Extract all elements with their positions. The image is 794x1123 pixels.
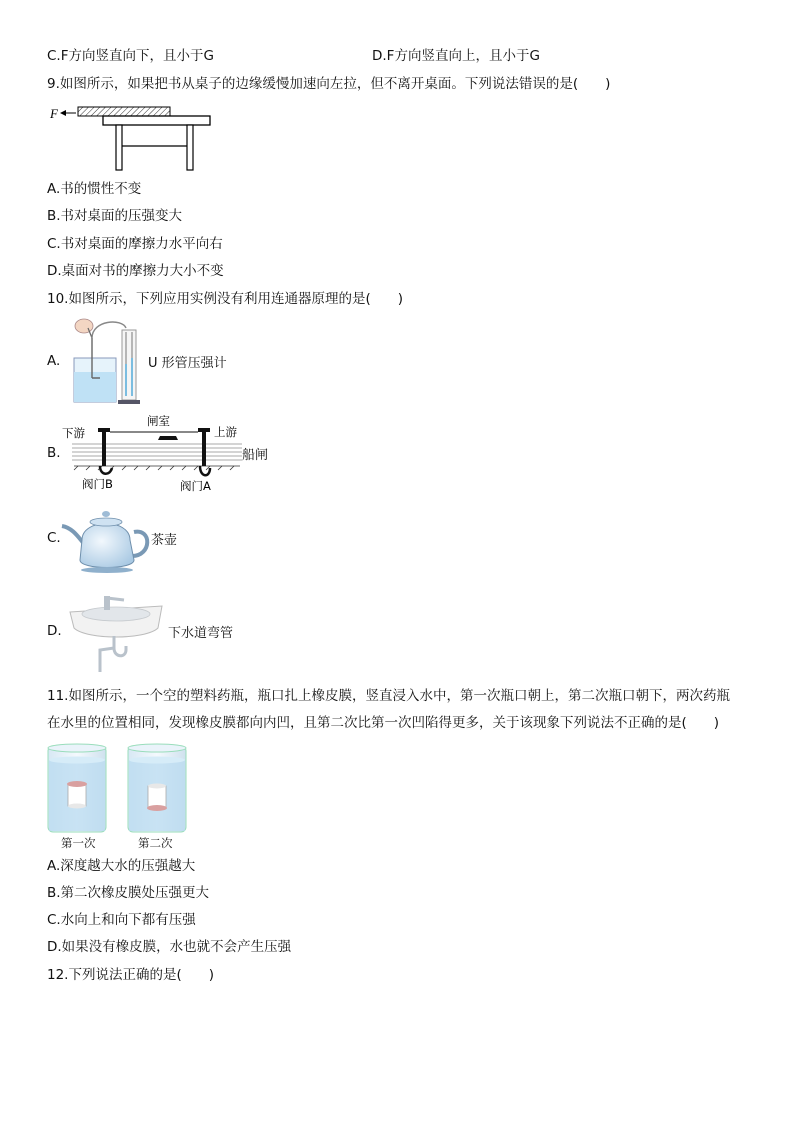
teapot-figure <box>60 500 150 576</box>
caption-first-time: 第一次 <box>61 836 96 850</box>
q9-option-d: D.桌面对书的摩擦力大小不变 <box>47 263 224 279</box>
q8-option-c: C.F方向竖直向下，且小于G <box>47 48 214 64</box>
ship-lock-figure <box>60 410 246 496</box>
valve-b-label: 阀门B <box>82 477 113 491</box>
lock-downstream-label: 下游 <box>62 426 85 440</box>
q10-option-a-letter: A. <box>47 353 61 369</box>
q9-option-b: B.书对桌面的压强变大 <box>47 208 183 224</box>
book <box>78 107 170 116</box>
u-tube-manometer-figure <box>66 316 146 408</box>
q10-option-b-caption: 船闸 <box>242 448 269 463</box>
q10-stem: 10.如图所示，下列应用实例没有利用连通器原理的是( ) <box>47 291 404 307</box>
medicine-bottle-figure <box>44 740 194 850</box>
q9-option-a: A.书的惯性不变 <box>47 181 142 197</box>
q10-option-d-letter: D. <box>47 623 62 639</box>
valve-a-label: 阀门A <box>180 479 211 493</box>
table-top <box>103 116 210 125</box>
q11-option-c: C.水向上和向下都有压强 <box>47 912 196 928</box>
q11-option-d: D.如果没有橡皮膜，水也就不会产生压强 <box>47 939 292 955</box>
q11-stem-line2: 在水里的位置相同，发现橡皮膜都向内凹，且第二次比第一次凹陷得更多，关于该现象下列说法不正确的是( ) <box>47 715 720 731</box>
q8-option-d: D.F方向竖直向上，且小于G <box>372 48 540 64</box>
force-label: F <box>50 106 58 121</box>
book-on-table-figure <box>48 102 218 174</box>
q12-stem: 12.下列说法正确的是( ) <box>47 967 215 983</box>
q9-stem: 9.如图所示，如果把书从桌子的边缘缓慢加速向左拉，但不离开桌面。下列说法错误的是( ) <box>47 76 611 92</box>
sink-drain-figure <box>66 588 166 674</box>
lock-chamber-label: 闸室 <box>147 414 170 428</box>
q11-option-a: A.深度越大水的压强越大 <box>47 858 196 874</box>
lock-upstream-label: 上游 <box>214 425 237 439</box>
q11-option-b: B.第二次橡皮膜处压强更大 <box>47 885 210 901</box>
q10-option-c-caption: 茶壶 <box>151 533 178 548</box>
q10-option-a-caption: U 形管压强计 <box>148 356 227 371</box>
caption-second-time: 第二次 <box>138 836 173 850</box>
q10-option-d-caption: 下水道弯管 <box>168 626 234 641</box>
q9-option-c: C.书对桌面的摩擦力水平向右 <box>47 236 223 252</box>
q10-option-c-letter: C. <box>47 530 61 546</box>
q11-stem-line1: 11.如图所示，一个空的塑料药瓶，瓶口扎上橡皮膜，竖直浸入水中，第一次瓶口朝上，第二次瓶口朝下，两次药瓶 <box>47 688 730 704</box>
q10-option-b-letter: B. <box>47 445 61 461</box>
